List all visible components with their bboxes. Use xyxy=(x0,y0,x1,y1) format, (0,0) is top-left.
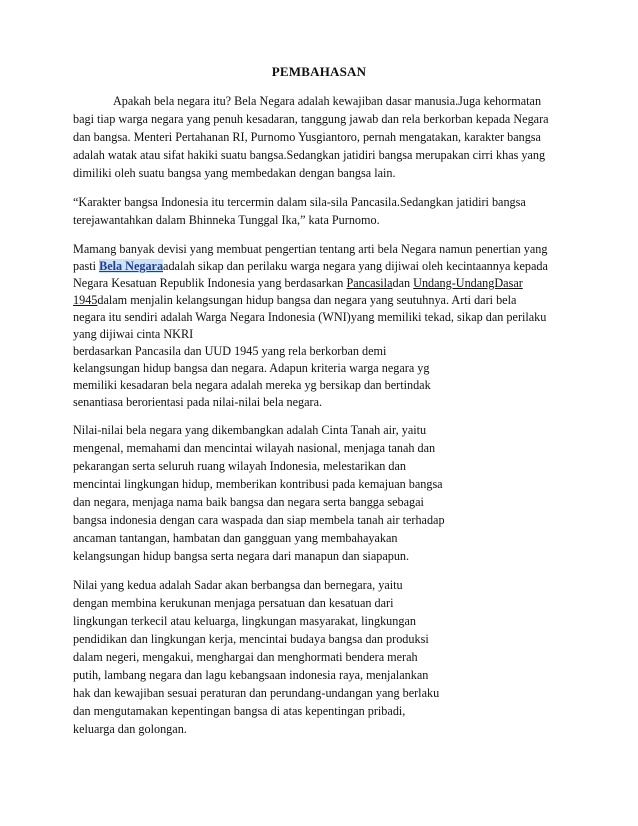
p5-line-1: Nilai yang kedua adalah Sadar akan berbangsa dan bernegara, yaitu xyxy=(73,578,403,592)
undang-undang-dasar-link[interactable]: Undang-UndangDasar xyxy=(413,276,523,290)
p5-line-3: lingkungan terkecil atau keluarga, lingkungan masyarakat, lingkungan xyxy=(73,614,416,628)
p1-line-1: Apakah bela negara itu? Bela Negara adalah kewajiban dasar manusia.Juga kehormatan xyxy=(113,94,542,108)
p5-line-2: dengan membina kerukunan menjaga persatuan dan kesatuan dari xyxy=(73,596,394,610)
p3-line-6: yang dijiwai cinta NKRI xyxy=(73,327,194,341)
p5-line-6: putih, lambang negara dan lagu kebangsaan indonesia raya, menjalankan xyxy=(73,668,429,682)
p4-line-8: kelangsungan hidup bangsa serta negara dari manapun dan siapapun. xyxy=(73,549,410,563)
p4-line-2: mengenal, memahami dan mencintai wilayah nasional, menjaga tanah dan xyxy=(73,441,436,455)
p1-line-3: dan bangsa. Menteri Pertahanan RI, Purnomo Yusgiantoro, pernah mengatakan, karakter bangsa xyxy=(73,130,541,144)
p3-line-7: berdasarkan Pancasila dan UUD 1945 yang rela berkorban demi xyxy=(73,344,387,358)
p3-line-4-rest: dalam menjalin kelangsungan hidup bangsa dan negara yang seutuhnya. Arti dari bela xyxy=(97,293,517,307)
year-1945-link[interactable]: 1945 xyxy=(73,293,98,307)
p4-line-3: pekarangan serta seluruh ruang wilayah Indonesia, melestarikan dan xyxy=(73,459,406,473)
p3-line-8: kelangsungan hidup bangsa dan negara. Adapun kriteria warga negara yg xyxy=(73,361,430,375)
p3-line-2 xyxy=(73,259,548,274)
p4-line-1: Nilai-nilai bela negara yang dikembangkan adalah Cinta Tanah air, yaitu xyxy=(73,423,427,437)
p5-line-8: dan mengutamakan kepentingan bangsa di atas kepentingan pribadi, xyxy=(73,704,406,718)
p5-line-9: keluarga dan golongan. xyxy=(73,722,187,736)
p2-line-2: terejawantahkan dalam Bhinneka Tunggal Ika,” kata Purnomo. xyxy=(73,213,380,227)
p3-line-9: memiliki kesadaran bela negara adalah mereka yg bersikap dan bertindak xyxy=(73,378,431,392)
p2-line-1: “Karakter bangsa Indonesia itu tercermin dalam sila-sila Pancasila.Sedangkan jatidiri bangsa xyxy=(73,195,526,209)
p3-line-5: negara itu sendiri adalah Warga Negara Indonesia (WNI)yang memiliki tekad, sikap dan perilaku xyxy=(73,310,547,324)
p3-line-1: Mamang banyak devisi yang membuat pengertian tentang arti bela Negara namun penertian yang xyxy=(73,242,548,256)
p3-line-2-rest: adalah sikap dan perilaku warga negara yang dijiwai oleh kecintaannya kepada xyxy=(163,259,548,273)
p1-line-4: adalah watak atau sifat hakiki suatu bangsa.Sedangkan jatidiri bangsa merupakan cirri khas yang xyxy=(73,148,546,162)
p3-line-2-start: pasti xyxy=(73,259,100,273)
p3-line-3 xyxy=(73,276,523,291)
p3-line-3-start: Negara Kesatuan Republik Indonesia yang berdasarkan xyxy=(73,276,347,290)
p3-line-4 xyxy=(73,293,516,308)
p1-line-2: bagi tiap warga negara yang penuh kesadaran, tanggung jawab dan rela berkorban kepada Negara xyxy=(73,112,549,126)
p4-line-5: dan negara, menjaga nama baik bangsa dan negara serta bangga sebagai xyxy=(73,495,424,509)
pancasila-link[interactable]: Pancasila xyxy=(346,276,393,290)
p3-line-10: senantiasa berorientasi pada nilai-nilai bela negara. xyxy=(73,395,323,409)
bela-negara-link[interactable]: Bela Negara xyxy=(99,259,164,273)
p3-line-3-mid: dan xyxy=(392,276,414,290)
p4-line-4: mencintai lingkungan hidup, memberikan kontribusi pada kemajuan bangsa xyxy=(73,477,443,491)
p5-line-4: pendidikan dan lingkungan kerja, mencintai budaya bangsa dan produksi xyxy=(73,632,429,646)
document-title: PEMBAHASAN xyxy=(271,64,367,79)
p4-line-6: bangsa indonesia dengan cara waspada dan siap membela tanah air terhadap xyxy=(73,513,445,527)
p5-line-5: dalam negeri, mengakui, menghargai dan menghormati bendera merah xyxy=(73,650,418,664)
p5-line-7: hak dan kewajiban sesuai peraturan dan perundang-undangan yang berlaku xyxy=(73,686,440,700)
p1-line-5: dimiliki oleh suatu bangsa yang membedakan dengan bangsa lain. xyxy=(73,166,396,180)
p4-line-7: ancaman tantangan, hambatan dan gangguan yang membahayakan xyxy=(73,531,398,545)
